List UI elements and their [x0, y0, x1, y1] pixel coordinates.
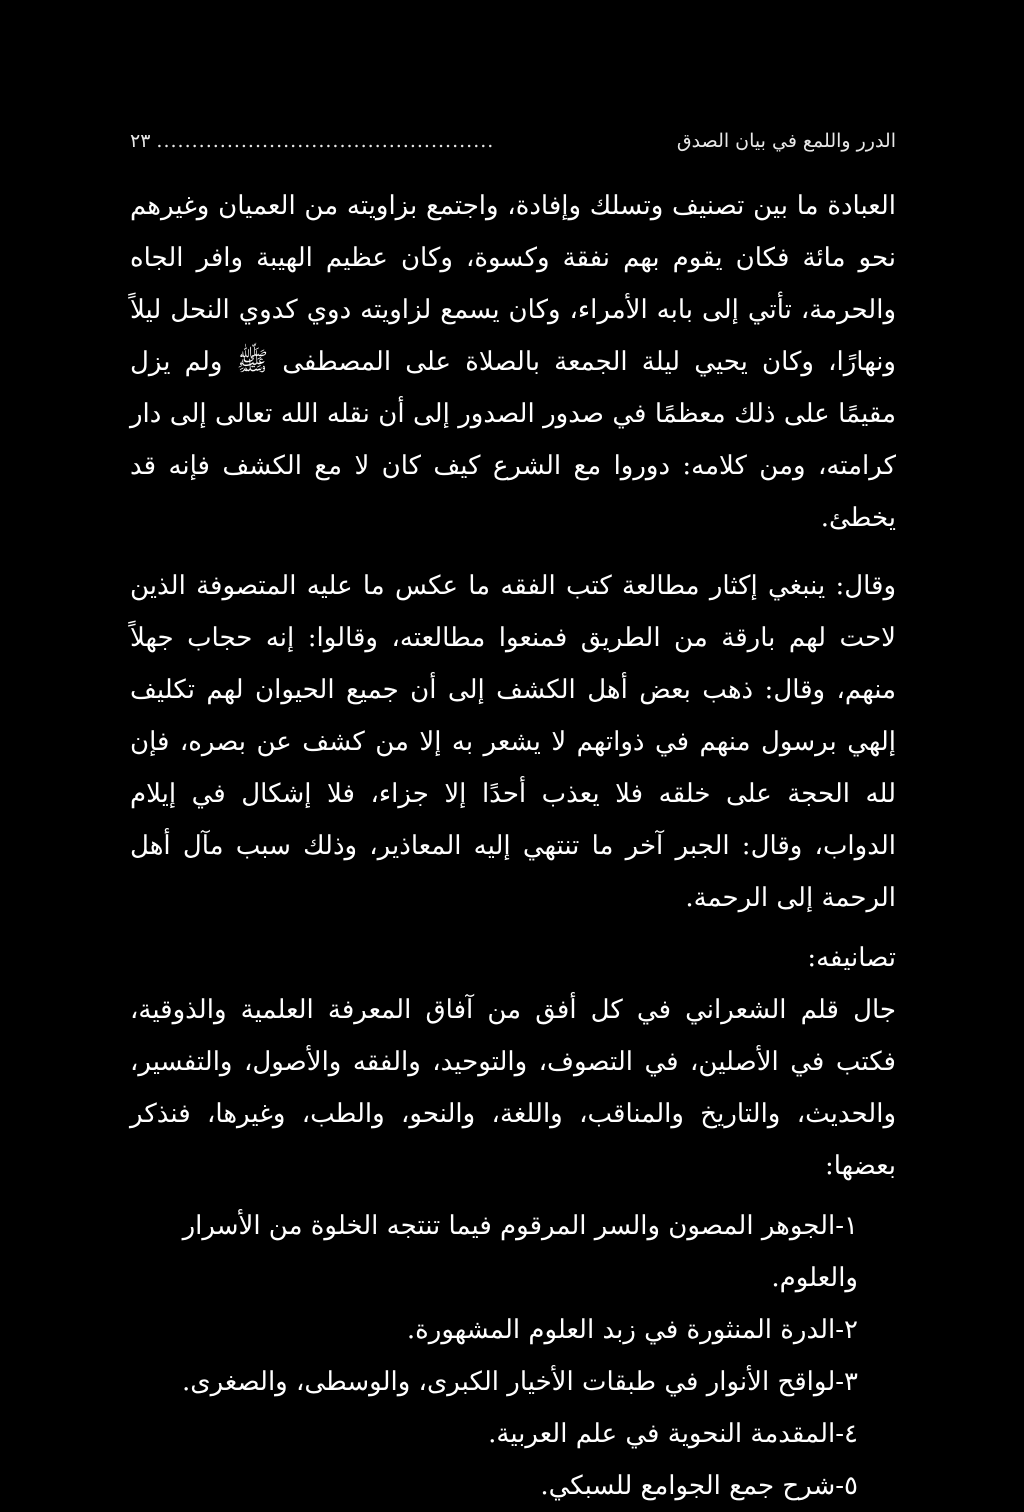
- section-heading-works: تصانيفه:: [807, 943, 896, 973]
- list-item: ٤-المقدمة النحوية في علم العربية.: [488, 1419, 858, 1449]
- book-page: [130, 130, 896, 1512]
- paragraph-works-intro: جال قلم الشعراني في كل أفق من آفاق المعرفة العلمية والذوقية، فكتب في الأصلين، في التصوف، والتوحيد، والفقه والأصول، والتفسير، والحديث، والتاريخ والمناقب، واللغة، والنحو، والطب، وغيرها، فنذكر بعضها:: [130, 995, 896, 1181]
- list-item: ٣-لواقح الأنوار في طبقات الأخيار الكبرى، والوسطى، والصغرى.: [181, 1367, 858, 1397]
- list-item: ٥-شرح جمع الجوامع للسبكي.: [540, 1471, 858, 1501]
- running-header: [130, 130, 896, 166]
- paragraph-biography: العبادة ما بين تصنيف وتسلك وإفادة، واجتمع بزاويته من العميان وغيرهم نحو مائة فكان يقوم بهم نفقة وكسوة، وكان عظيم الهيبة وافر الجاه والحرمة، تأتي إلى بابه الأمراء، وكان يسمع لزاويته دوي كدوي النحل ليلاً ونهارًا، وكان يحيي ليلة الجمعة بالصلاة على المصطفى ﷺ ولم يزل مقيمًا على ذلك معظمًا في صدور الصدور إلى أن نقله الله تعالى إلى دار كرامته، ومن كلامه: دوروا مع الشرع كيف كان لا مع الكشف فإنه قد يخطئ.: [130, 191, 896, 533]
- works-list: [130, 1200, 896, 1512]
- running-header-title: الدرر واللمع في بيان الصدق: [676, 130, 896, 152]
- list-item: ٢-الدرة المنثورة في زبد العلوم المشهورة.: [406, 1315, 858, 1345]
- header-leader-dots: ................................................: [156, 130, 495, 152]
- list-item: ١-الجوهر المصون والسر المرقوم فيما تنتجه الخلوة من الأسرار والعلوم.: [182, 1211, 858, 1293]
- page-number: ٢٣: [130, 130, 151, 152]
- paragraph-sayings: وقال: ينبغي إكثار مطالعة كتب الفقه ما عكس ما عليه المتصوفة الذين لاحت لهم بارقة من الطريق فمنعوا مطالعته، وقالوا: إنه حجاب جهلاً منهم، وقال: ذهب بعض أهل الكشف إلى أن جميع الحيوان لهم تكليف إلهي برسول منهم في ذواتهم لا يشعر به إلا من كشف عن بصره، فإن لله الحجة على خلقه فلا يعذب أحدًا إلا جزاء، فلا إشكال في إيلام الدواب، وقال: الجبر آخر ما تنتهي إليه المعاذير، وذلك سبب مآل أهل الرحمة إلى الرحمة.: [130, 571, 896, 913]
